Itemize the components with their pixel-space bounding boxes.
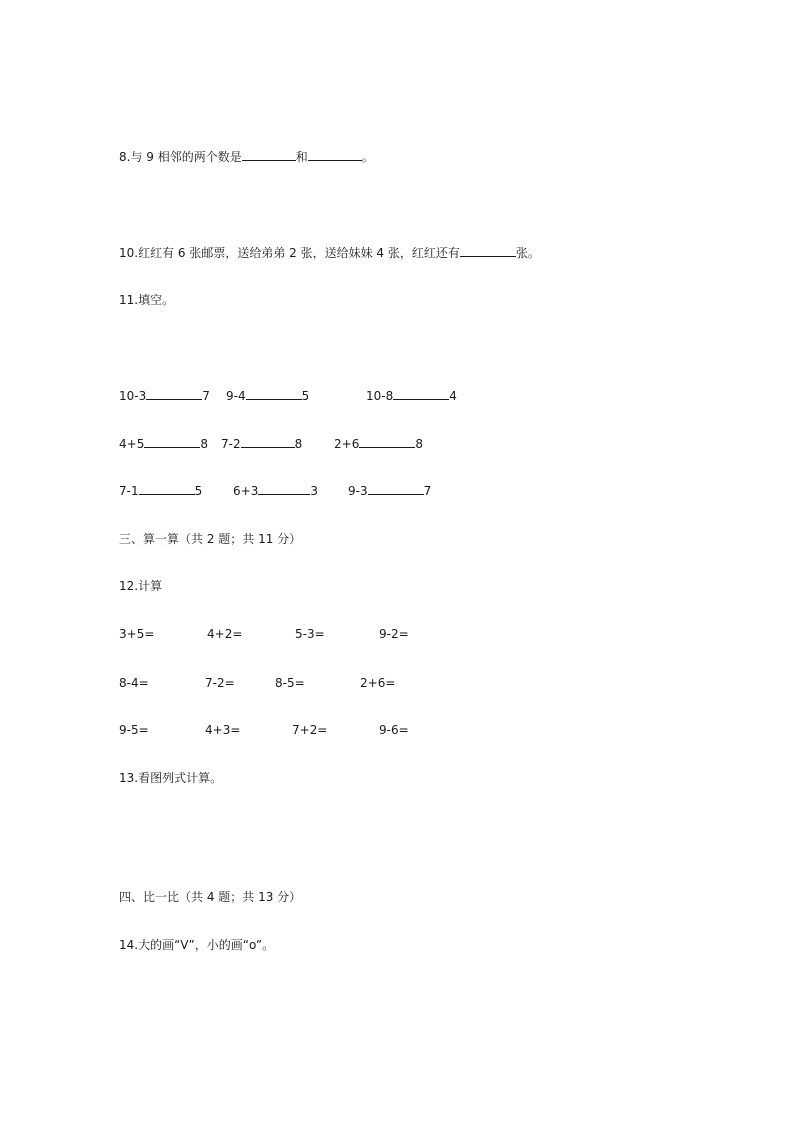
calc-item: 2+6= — [360, 676, 396, 690]
answer-blank[interactable] — [242, 148, 296, 161]
calc-item: 9-2= — [379, 627, 409, 641]
calc-item: 9-5= — [119, 723, 149, 737]
compare-right: 3 — [310, 484, 318, 498]
compare-right: 5 — [301, 389, 310, 403]
question-10-text: 10.红红有 6 张邮票，送给弟弟 2 张，送给妹妹 4 张，红红还有 — [119, 246, 460, 260]
compare-item — [221, 435, 302, 452]
section-3-heading: 三、算一算（共 2 题；共 11 分） — [119, 532, 302, 546]
calc-item: 4+3= — [205, 723, 241, 737]
question-10-end: 张。 — [515, 246, 540, 260]
compare-item — [348, 482, 431, 499]
calc-item: 3+5= — [119, 627, 155, 641]
question-11-title: 11.填空。 — [119, 293, 175, 307]
calc-item: 7+2= — [292, 723, 328, 737]
section-4-heading: 四、比一比（共 4 题；共 13 分） — [119, 890, 302, 904]
compare-left: 2+6 — [334, 437, 360, 451]
compare-item — [226, 387, 309, 404]
compare-item — [334, 435, 423, 452]
compare-left: 4+5 — [119, 437, 145, 451]
compare-left: 6+3 — [233, 484, 259, 498]
compare-right: 7 — [423, 484, 432, 498]
calc-item: 4+2= — [207, 627, 243, 641]
question-12-title: 12.计算 — [119, 579, 163, 593]
compare-right: 5 — [194, 484, 203, 498]
answer-blank[interactable] — [241, 435, 295, 448]
calc-item: 8-5= — [275, 676, 305, 690]
calc-item: 5-3= — [295, 627, 325, 641]
answer-blank[interactable] — [144, 435, 200, 448]
answer-blank[interactable] — [246, 387, 302, 400]
compare-item — [119, 387, 210, 404]
answer-blank[interactable] — [359, 435, 415, 448]
compare-item — [366, 387, 457, 404]
compare-right: 4 — [449, 389, 457, 403]
answer-blank[interactable] — [368, 482, 424, 495]
answer-blank[interactable] — [393, 387, 449, 400]
compare-left: 10-3 — [119, 389, 147, 403]
compare-left: 10-8 — [366, 389, 394, 403]
compare-left: 9-3 — [348, 484, 368, 498]
answer-blank[interactable] — [460, 244, 516, 257]
question-14-title: 14.大的画“V”，小的画“o”。 — [119, 938, 275, 952]
answer-blank[interactable] — [139, 482, 195, 495]
compare-right: 8 — [415, 437, 423, 451]
question-10 — [119, 244, 540, 261]
question-8-end: 。 — [361, 150, 374, 164]
compare-right: 8 — [294, 437, 303, 451]
answer-blank[interactable] — [146, 387, 202, 400]
calc-item: 8-4= — [119, 676, 149, 690]
compare-item — [233, 482, 318, 499]
compare-left: 9-4 — [226, 389, 246, 403]
calc-item: 9-6= — [379, 723, 409, 737]
compare-item — [119, 435, 208, 452]
compare-left: 7-1 — [119, 484, 139, 498]
compare-right: 7 — [202, 389, 210, 403]
question-8-text: 8.与 9 相邻的两个数是 — [119, 150, 242, 164]
question-13-title: 13.看图列式计算。 — [119, 771, 223, 785]
question-8 — [119, 148, 374, 165]
compare-right: 8 — [200, 437, 208, 451]
compare-left: 7-2 — [221, 437, 241, 451]
answer-blank[interactable] — [308, 148, 362, 161]
answer-blank[interactable] — [258, 482, 310, 495]
calc-item: 7-2= — [205, 676, 235, 690]
compare-item — [119, 482, 202, 499]
question-8-connector: 和 — [295, 150, 308, 164]
